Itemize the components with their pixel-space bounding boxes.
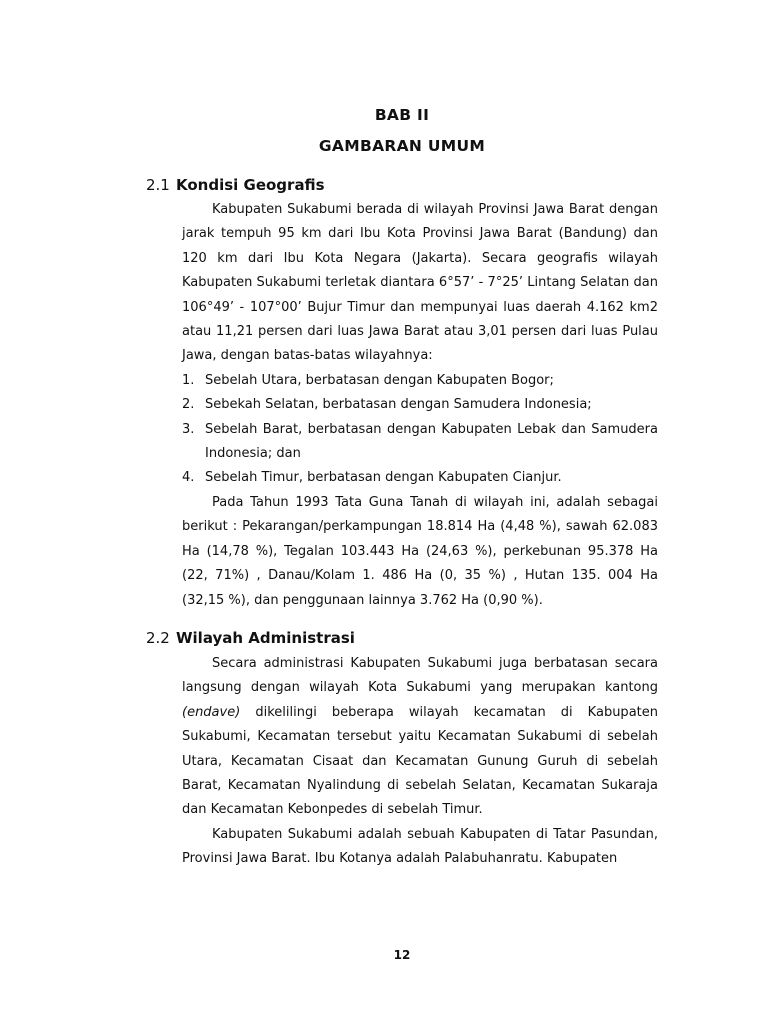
paragraph	[182, 652, 658, 823]
list-item-number: 1.	[182, 372, 195, 388]
list-item-number: 4.	[182, 470, 195, 486]
list-item-text: Sebelah Utara, berbatasan dengan Kabupaten Bogor;	[205, 372, 554, 388]
italic-term: (endave)	[182, 704, 241, 720]
list-item-number: 2.	[182, 397, 195, 413]
list-item-text: Sebelah Barat, berbatasan dengan Kabupaten Lebak dan Samudera Indonesia; dan	[205, 421, 658, 462]
paragraph: Pada Tahun 1993 Tata Guna Tanah di wilayah ini, adalah sebagai berikut : Pekarangan/perkampungan 18.814 Ha (4,48 %), sawah 62.083 Ha (14,78 %), Tegalan 103.443 Ha (24,63 %), perkebunan 95.378 Ha (22, 71%) , Danau/Kolam 1. 486 Ha (0, 35 %) , Hutan 135. 004 Ha (32,15 %), dan penggunaan lainnya 3.762 Ha (0,90 %).	[182, 494, 658, 608]
list-item	[182, 418, 658, 467]
page-number: 12	[393, 948, 411, 962]
chapter-title: GAMBARAN UMUM	[318, 137, 486, 155]
list-item-text: Sebekah Selatan, berbatasan dengan Samudera Indonesia;	[205, 397, 592, 413]
section-heading-administrasi	[146, 629, 355, 647]
section-body-administrasi	[182, 652, 658, 872]
paragraph-text: dikelilingi beberapa wilayah kecamatan di Kabupaten Sukabumi, Kecamatan tersebut yaitu Kecamatan Sukabumi di sebelah Utara, Kecamatan Cisaat dan Kecamatan Gunung Guruh di sebelah Barat, Kecamatan Nyalindung di sebelah Selatan, Kecamatan Sukaraja dan Kecamatan Kebonpedes di sebelah Timur.	[182, 704, 658, 818]
chapter-number: BAB II	[374, 106, 430, 124]
list-item	[182, 393, 658, 417]
section-title: Kondisi Geografis	[176, 176, 325, 194]
section-title: Wilayah Administrasi	[176, 629, 355, 647]
boundary-list	[182, 369, 658, 491]
paragraph: Kabupaten Sukabumi berada di wilayah Provinsi Jawa Barat dengan jarak tempuh 95 km dari Ibu Kota Provinsi Jawa Barat (Bandung) dan 120 km dari Ibu Kota Negara (Jakarta). Secara geografis wilayah Kabupaten Sukabumi terletak diantara 6°57’ - 7°25’ Lintang Selatan dan 106°49’ - 107°00’ Bujur Timur dan mempunyai luas daerah 4.162 km2 atau 11,21 persen dari luas Jawa Barat atau 3,01 persen dari luas Pulau Jawa, dengan batas-batas wilayahnya:	[182, 202, 658, 364]
list-item	[182, 466, 658, 490]
list-item-text: Sebelah Timur, berbatasan dengan Kabupaten Cianjur.	[205, 470, 562, 486]
section-number: 2.2	[146, 629, 170, 647]
section-heading-geografis	[146, 176, 325, 194]
list-item	[182, 369, 658, 393]
section-number: 2.1	[146, 176, 170, 194]
paragraph-text: Secara administrasi Kabupaten Sukabumi juga berbatasan secara langsung dengan wilayah Kota Sukabumi yang merupakan kantong	[182, 656, 658, 696]
paragraph: Kabupaten Sukabumi adalah sebuah Kabupaten di Tatar Pasundan, Provinsi Jawa Barat. Ibu Kotanya adalah Palabuhanratu. Kabupaten	[182, 826, 658, 867]
section-body-geografis	[182, 198, 658, 613]
list-item-number: 3.	[182, 421, 195, 437]
